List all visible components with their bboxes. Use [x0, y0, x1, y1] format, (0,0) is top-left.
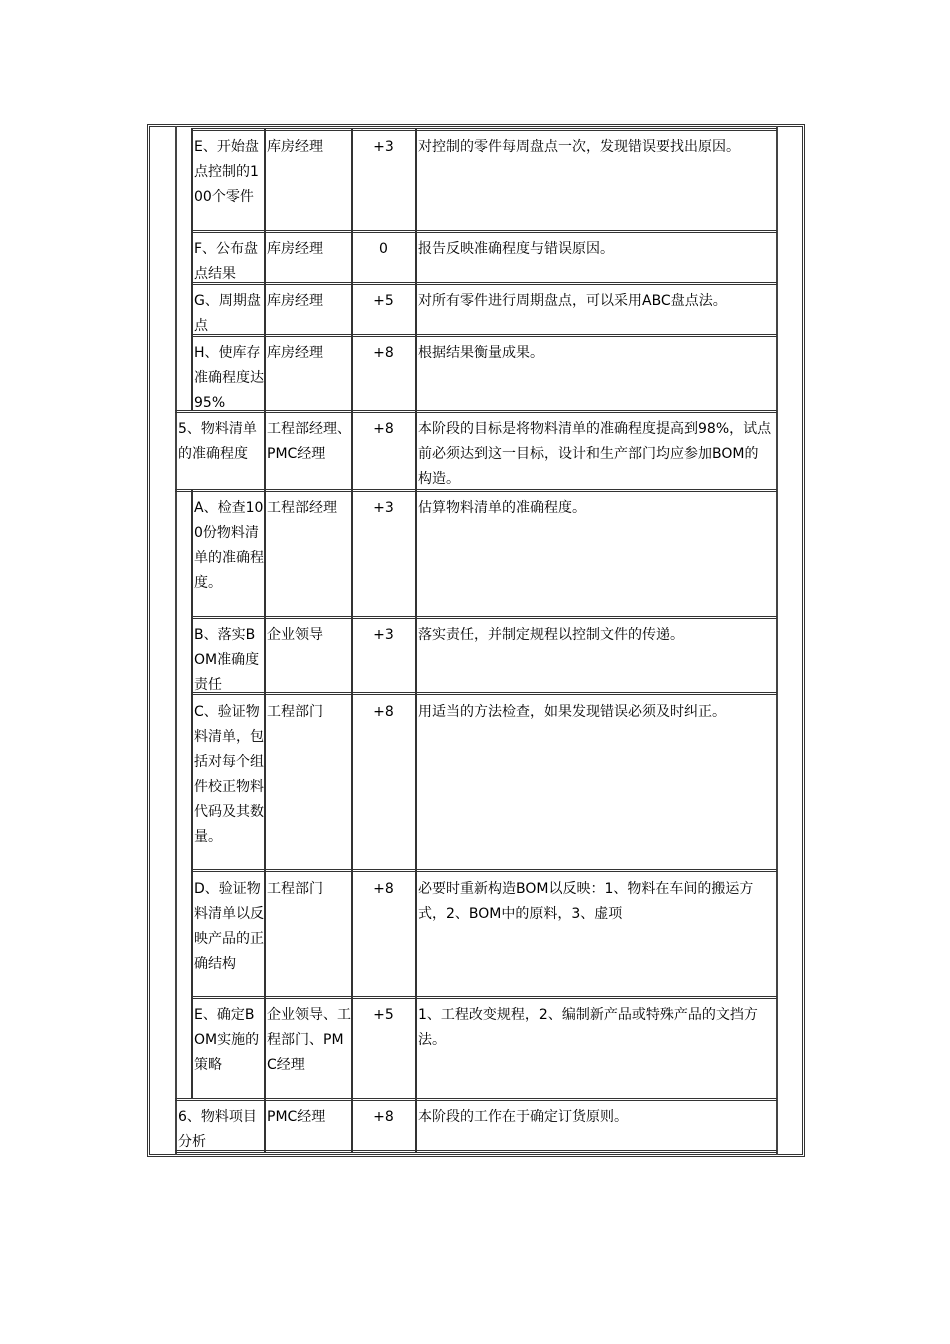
item-name: E、开始盘点控制的100个零件: [194, 139, 259, 205]
description: 本阶段的工作在于确定订货原则。: [418, 1109, 628, 1125]
description: 根据结果衡量成果。: [418, 345, 544, 361]
description: 1、工程改变规程，2、编制新产品或特殊产品的文挡方法。: [418, 1007, 758, 1048]
points: 0: [379, 241, 388, 257]
points: +3: [373, 139, 394, 155]
item-name: A、检查100份物料清单的准确程度。: [194, 500, 264, 591]
points: +8: [373, 1109, 394, 1125]
description: 必要时重新构造BOM以反映：1、物料在车间的搬运方式，2、BOM中的原料，3、虚项: [418, 881, 754, 922]
points: +5: [373, 1007, 394, 1023]
owner: 工程部门: [267, 881, 323, 897]
section-name: 6、物料项目分析: [178, 1109, 257, 1150]
description: 报告反映准确程度与错误原因。: [418, 241, 614, 257]
points: +3: [373, 500, 394, 516]
owner: 工程部经理: [267, 500, 337, 516]
owner: 库房经理: [267, 345, 323, 361]
owner: 企业领导、工程部门、PMC经理: [267, 1007, 351, 1073]
description: 对控制的零件每周盘点一次，发现错误要找出原因。: [418, 139, 740, 155]
item-name: F、公布盘点结果: [194, 241, 259, 282]
section-name: 5、物料清单的准确程度: [178, 421, 257, 462]
owner: 工程部经理、PMC经理: [267, 421, 351, 462]
owner: 企业领导: [267, 627, 323, 643]
inner-left-border: [175, 126, 177, 1155]
inner-right-border: [776, 126, 778, 1155]
description: 对所有零件进行周期盘点，可以采用ABC盘点法。: [418, 293, 727, 309]
points: +3: [373, 627, 394, 643]
description: 用适当的方法检查，如果发现错误必须及时纠正。: [418, 704, 726, 720]
item-name: B、落实BOM准确度责任: [194, 627, 260, 693]
item-name: C、验证物料清单，包括对每个组件校正物料代码及其数量。: [194, 704, 264, 845]
description: 本阶段的目标是将物料清单的准确程度提高到98%，试点前必须达到这一目标，设计和生产部门均应参加BOM的构造。: [418, 421, 772, 487]
item-name: G、周期盘点: [194, 293, 261, 334]
points: +8: [373, 881, 394, 897]
owner: PMC经理: [267, 1109, 326, 1125]
points: +8: [373, 345, 394, 361]
owner: 库房经理: [267, 241, 323, 257]
owner: 库房经理: [267, 139, 323, 155]
points: +8: [373, 704, 394, 720]
owner: 库房经理: [267, 293, 323, 309]
item-name: H、使库存准确程度达95%: [194, 345, 264, 411]
points: +5: [373, 293, 394, 309]
description: 落实责任，并制定规程以控制文件的传递。: [418, 627, 684, 643]
points: +8: [373, 421, 394, 437]
description: 估算物料清单的准确程度。: [418, 500, 586, 516]
item-name: E、确定BOM实施的策略: [194, 1007, 260, 1073]
item-name: D、验证物料清单以反映产品的正确结构: [194, 881, 264, 972]
row-line: [175, 1150, 777, 1153]
owner: 工程部门: [267, 704, 323, 720]
